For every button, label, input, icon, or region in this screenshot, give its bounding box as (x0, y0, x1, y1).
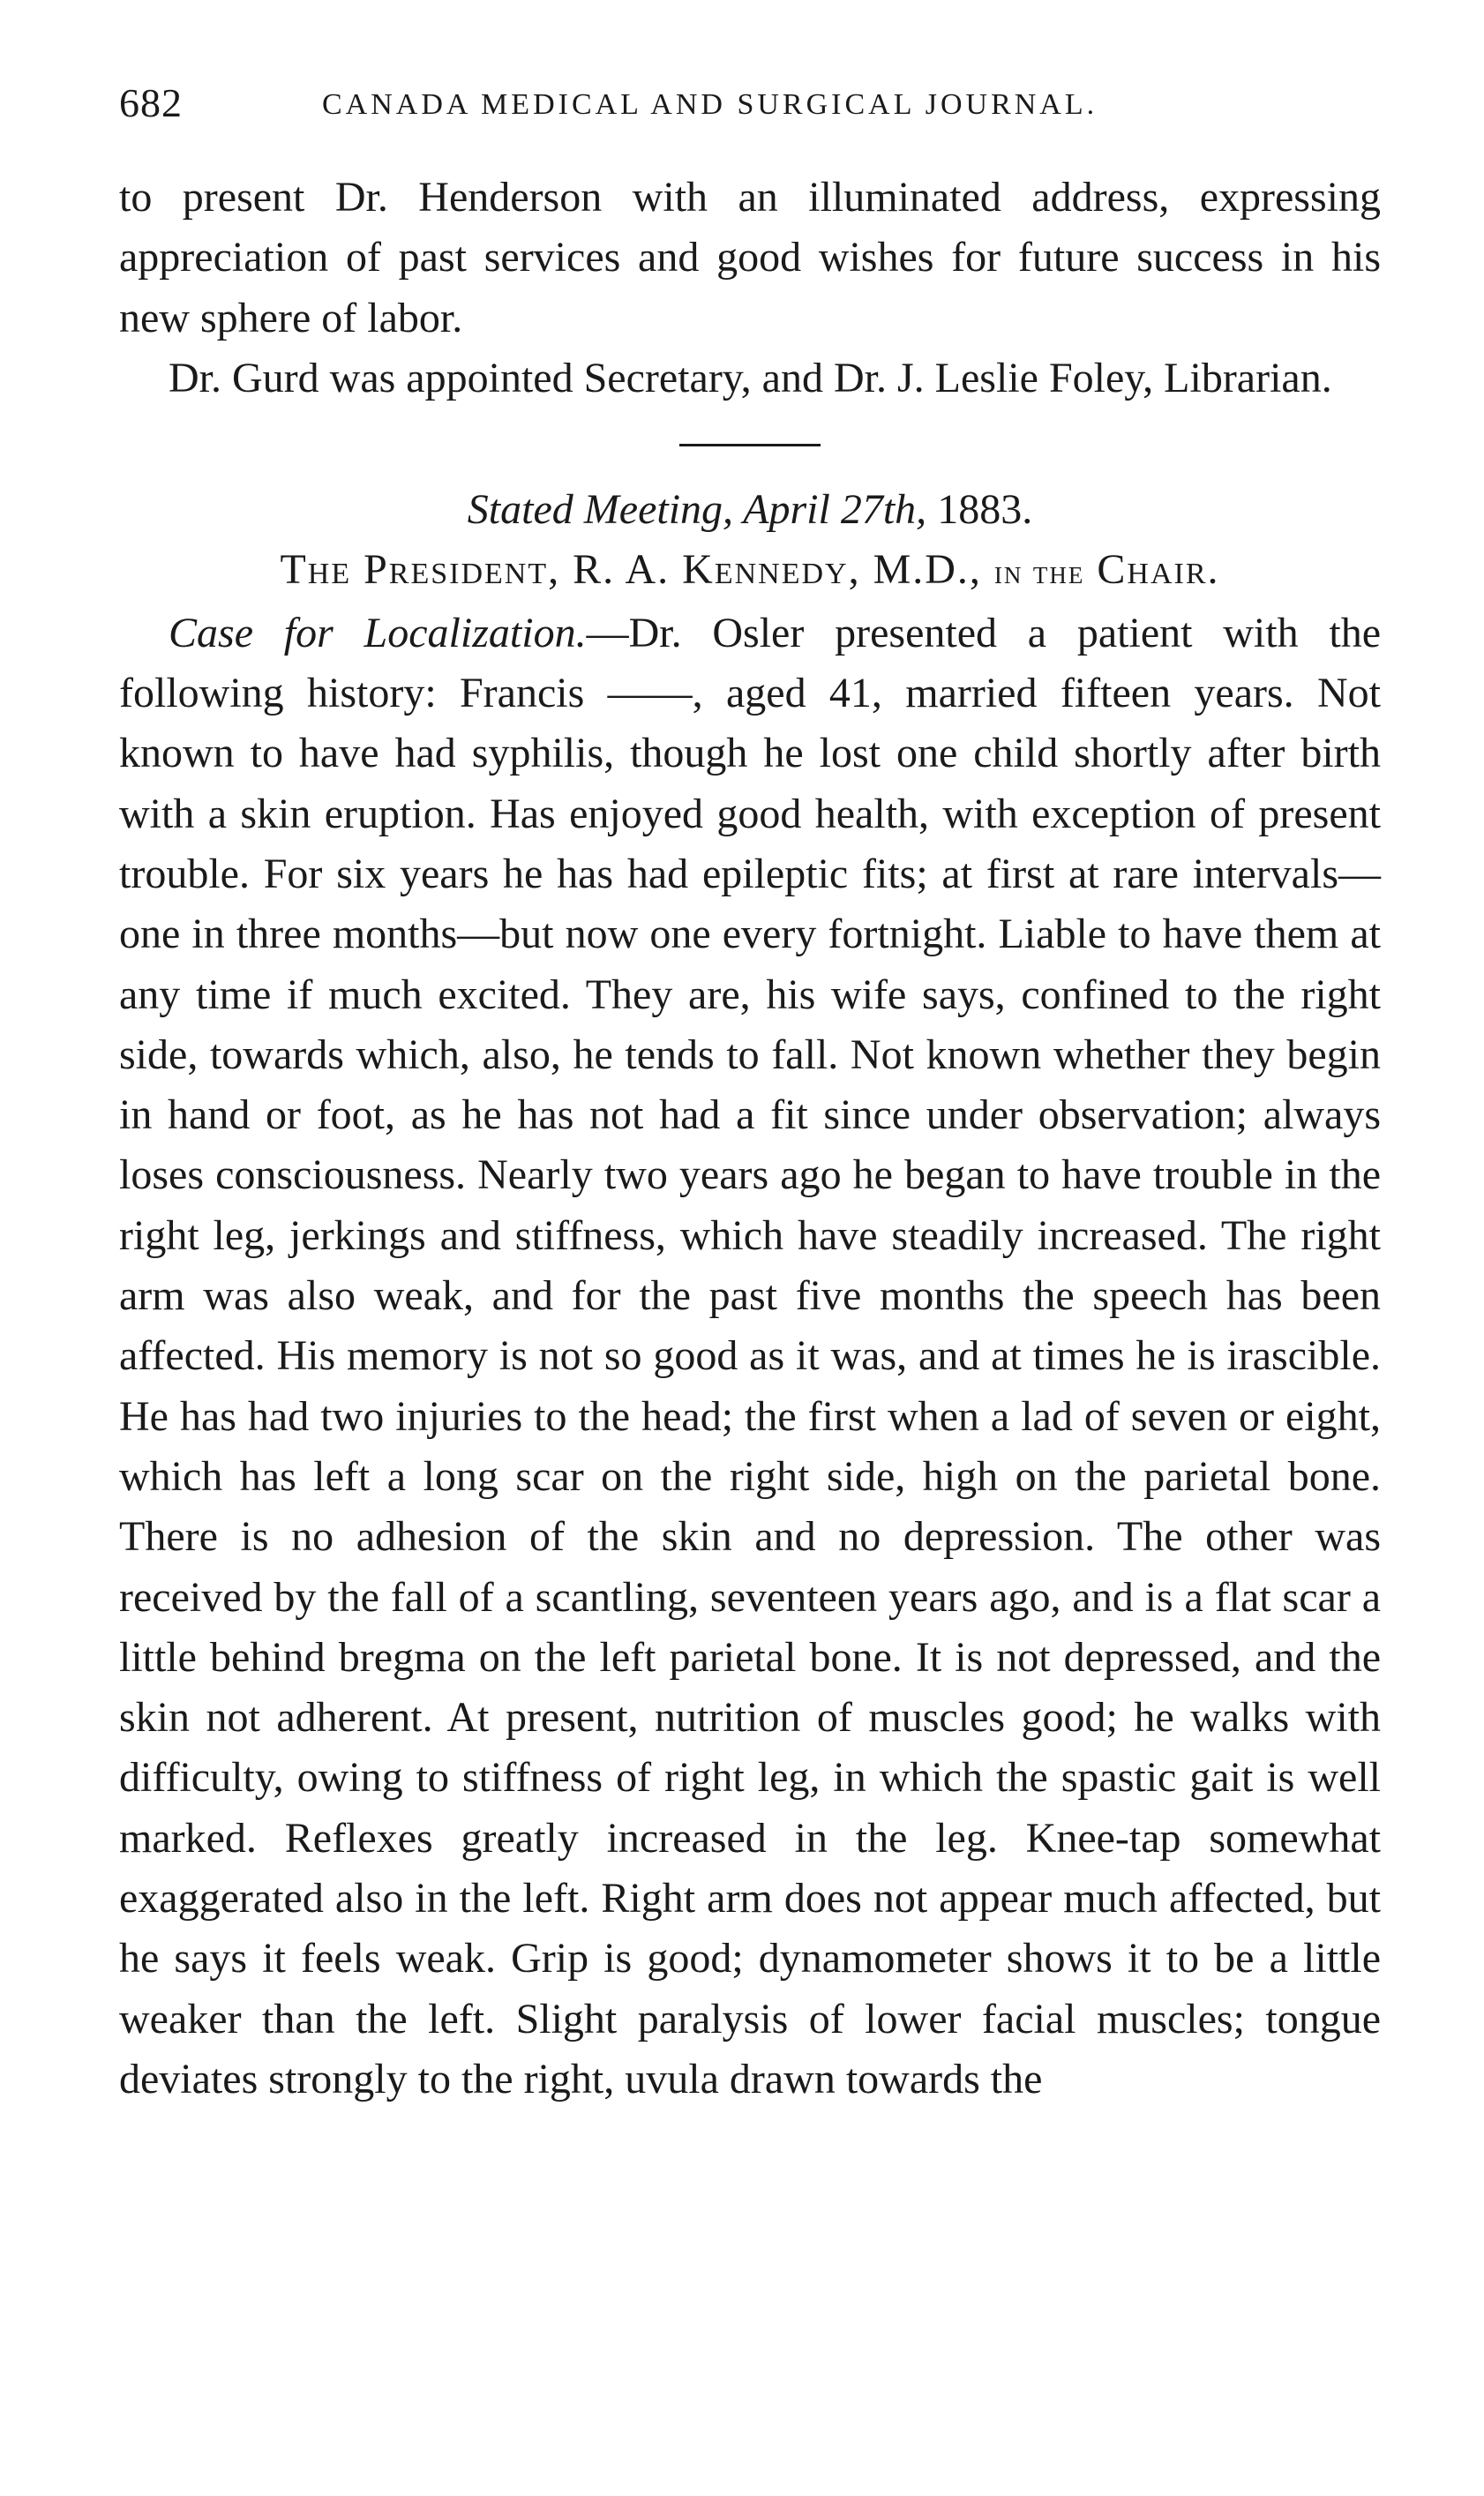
section-divider (679, 444, 821, 446)
case-paragraph (119, 603, 1381, 2110)
case-text: —Dr. Osler presented a patient with the following history: Francis ——, aged 41, married fifteen years. Not known to have had syphilis, though he lost one child shortly after birth with a skin eruption. Has enjoyed good health, with exception of present trouble. For six years he has had epileptic fits; at first at rare intervals—one in three months—but now one every fortnight. Liable to have them at any time if much excited. They are, his wife says, confined to the right side, towards which, also, he tends to fall. Not known whether they begin in hand or foot, as he has not had a fit since under observation; always loses consciousness. Nearly two years ago he began to have trouble in the right leg, jerkings and stiffness, which have steadily increased. The right arm was also weak, and for the past five months the speech has been affected. His memory is not so good as it was, and at times he is irascible. He has had two injuries to the head; the first when a lad of seven or eight, which has left a long scar on the right side, high on the parietal bone. There is no adhesion of the skin and no depression. The other was received by the fall of a scantling, seventeen years ago, and is a flat scar a little behind bregma on the left parietal bone. It is not depressed, and the skin not adherent. At present, nutrition of muscles good; he walks with difficulty, owing to stiffness of right leg, in which the spastic gait is well marked. Reflexes greatly increased in the leg. Knee-tap somewhat exaggerated also in the left. Right arm does not appear much affected, but he says it feels weak. Grip is good; dynamometer shows it to be a little weaker than the left. Slight paralysis of lower facial muscles; tongue deviates strongly to the right, uvula drawn towards the (119, 609, 1382, 2102)
case-title: Case for Localization. (169, 609, 587, 656)
chair-president: The President, R. A. Kennedy, M.D., (280, 546, 982, 594)
meeting-date: Stated Meeting, April 27th, (467, 486, 927, 534)
page-number: 682 (119, 80, 183, 125)
running-title: CANADA MEDICAL AND SURGICAL JOURNAL. (322, 88, 1098, 121)
chair-in-the: in the (993, 554, 1085, 592)
meeting-heading (119, 480, 1381, 540)
chair-word: Chair. (1097, 546, 1220, 594)
page-header (119, 79, 1390, 141)
body-text (119, 168, 1381, 2110)
paragraph-appointments: Dr. Gurd was appointed Secretary, and Dr. J. Leslie Foley, Librarian. (169, 354, 1332, 401)
paragraph-continuation: to present Dr. Henderson with an illuminated address, expressing appreciation of past services and good wishes for future success in his new sphere of labor. (119, 174, 1381, 341)
meeting-year: 1883. (937, 486, 1033, 534)
chair-line (119, 540, 1381, 603)
